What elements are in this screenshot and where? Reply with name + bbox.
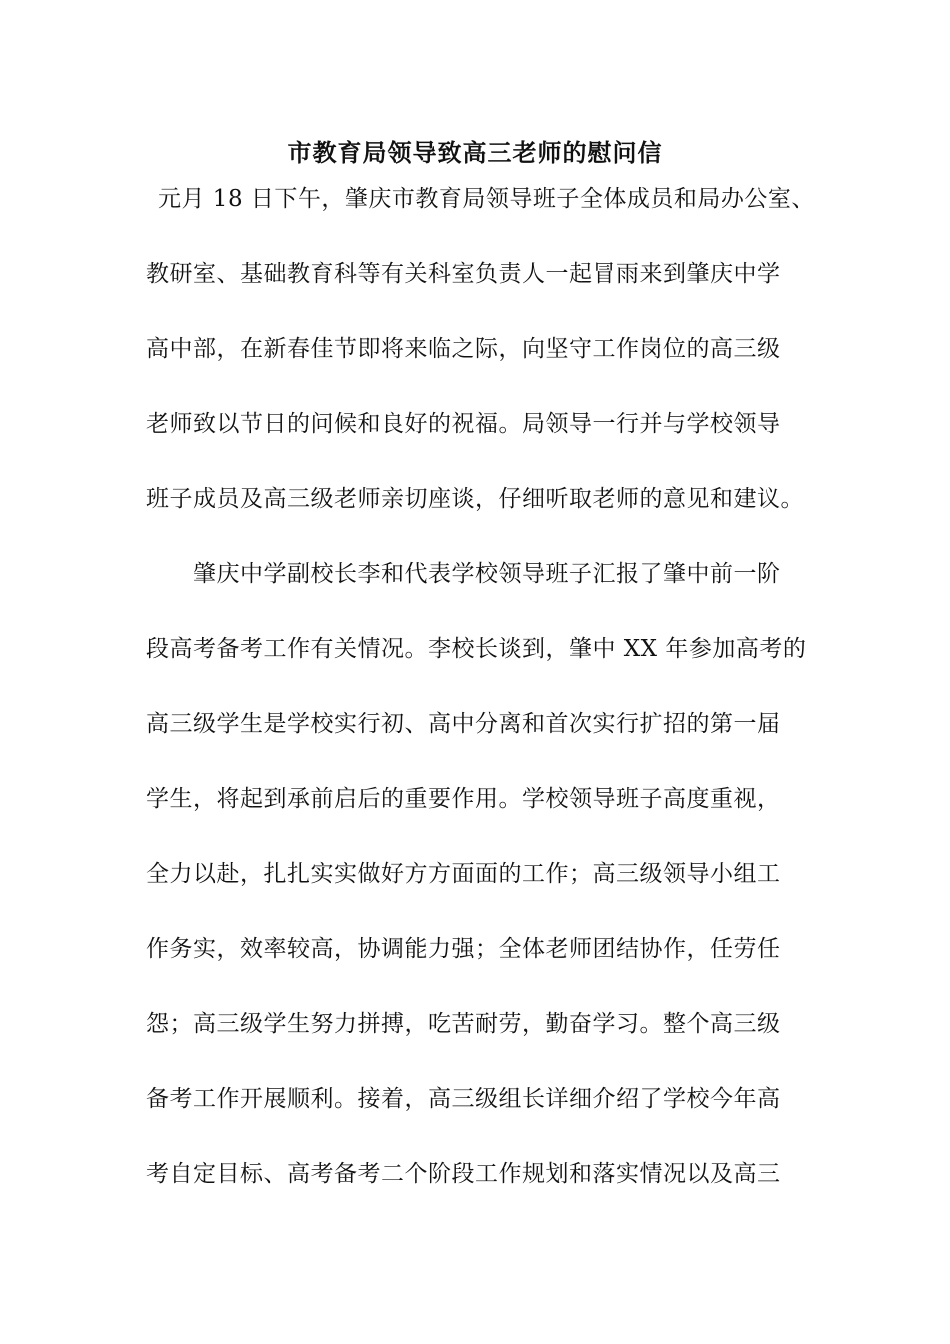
paragraph-line: 班子成员及高三级老师亲切座谈，仔细听取老师的意见和建议。 bbox=[146, 486, 804, 512]
paragraph-line: 学生，将起到承前启后的重要作用。学校领导班子高度重视， bbox=[146, 786, 781, 812]
paragraph-line: 备考工作开展顺利。接着，高三级组长详细介绍了学校今年高 bbox=[146, 1086, 781, 1112]
paragraph-line: 段高考备考工作有关情况。李校长谈到，肇中 XX 年参加高考的 bbox=[146, 636, 807, 662]
paragraph-line: 老师致以节日的问候和良好的祝福。局领导一行并与学校领导 bbox=[146, 411, 781, 437]
paragraph-line: 肇庆中学副校长李和代表学校领导班子汇报了肇中前一阶 bbox=[193, 561, 781, 587]
paragraph-line: 全力以赴，扎扎实实做好方方面面的工作；高三级领导小组工 bbox=[146, 861, 781, 887]
paragraph-line: 高三级学生是学校实行初、高中分离和首次实行扩招的第一届 bbox=[146, 711, 781, 737]
document-title: 市教育局领导致高三老师的慰问信 bbox=[287, 138, 663, 167]
paragraph-line: 高中部，在新春佳节即将来临之际，向坚守工作岗位的高三级 bbox=[146, 336, 781, 362]
paragraph-line: 教研室、基础教育科等有关科室负责人一起冒雨来到肇庆中学 bbox=[146, 261, 781, 287]
paragraph-line: 作务实，效率较高，协调能力强；全体老师团结协作，任劳任 bbox=[146, 936, 781, 962]
paragraph-line: 怨；高三级学生努力拼搏，吃苦耐劳，勤奋学习。整个高三级 bbox=[146, 1011, 781, 1037]
paragraph-line: 元月 18 日下午，肇庆市教育局领导班子全体成员和局办公室、 bbox=[158, 186, 815, 212]
paragraph-line: 考自定目标、高考备考二个阶段工作规划和落实情况以及高三 bbox=[146, 1161, 781, 1187]
